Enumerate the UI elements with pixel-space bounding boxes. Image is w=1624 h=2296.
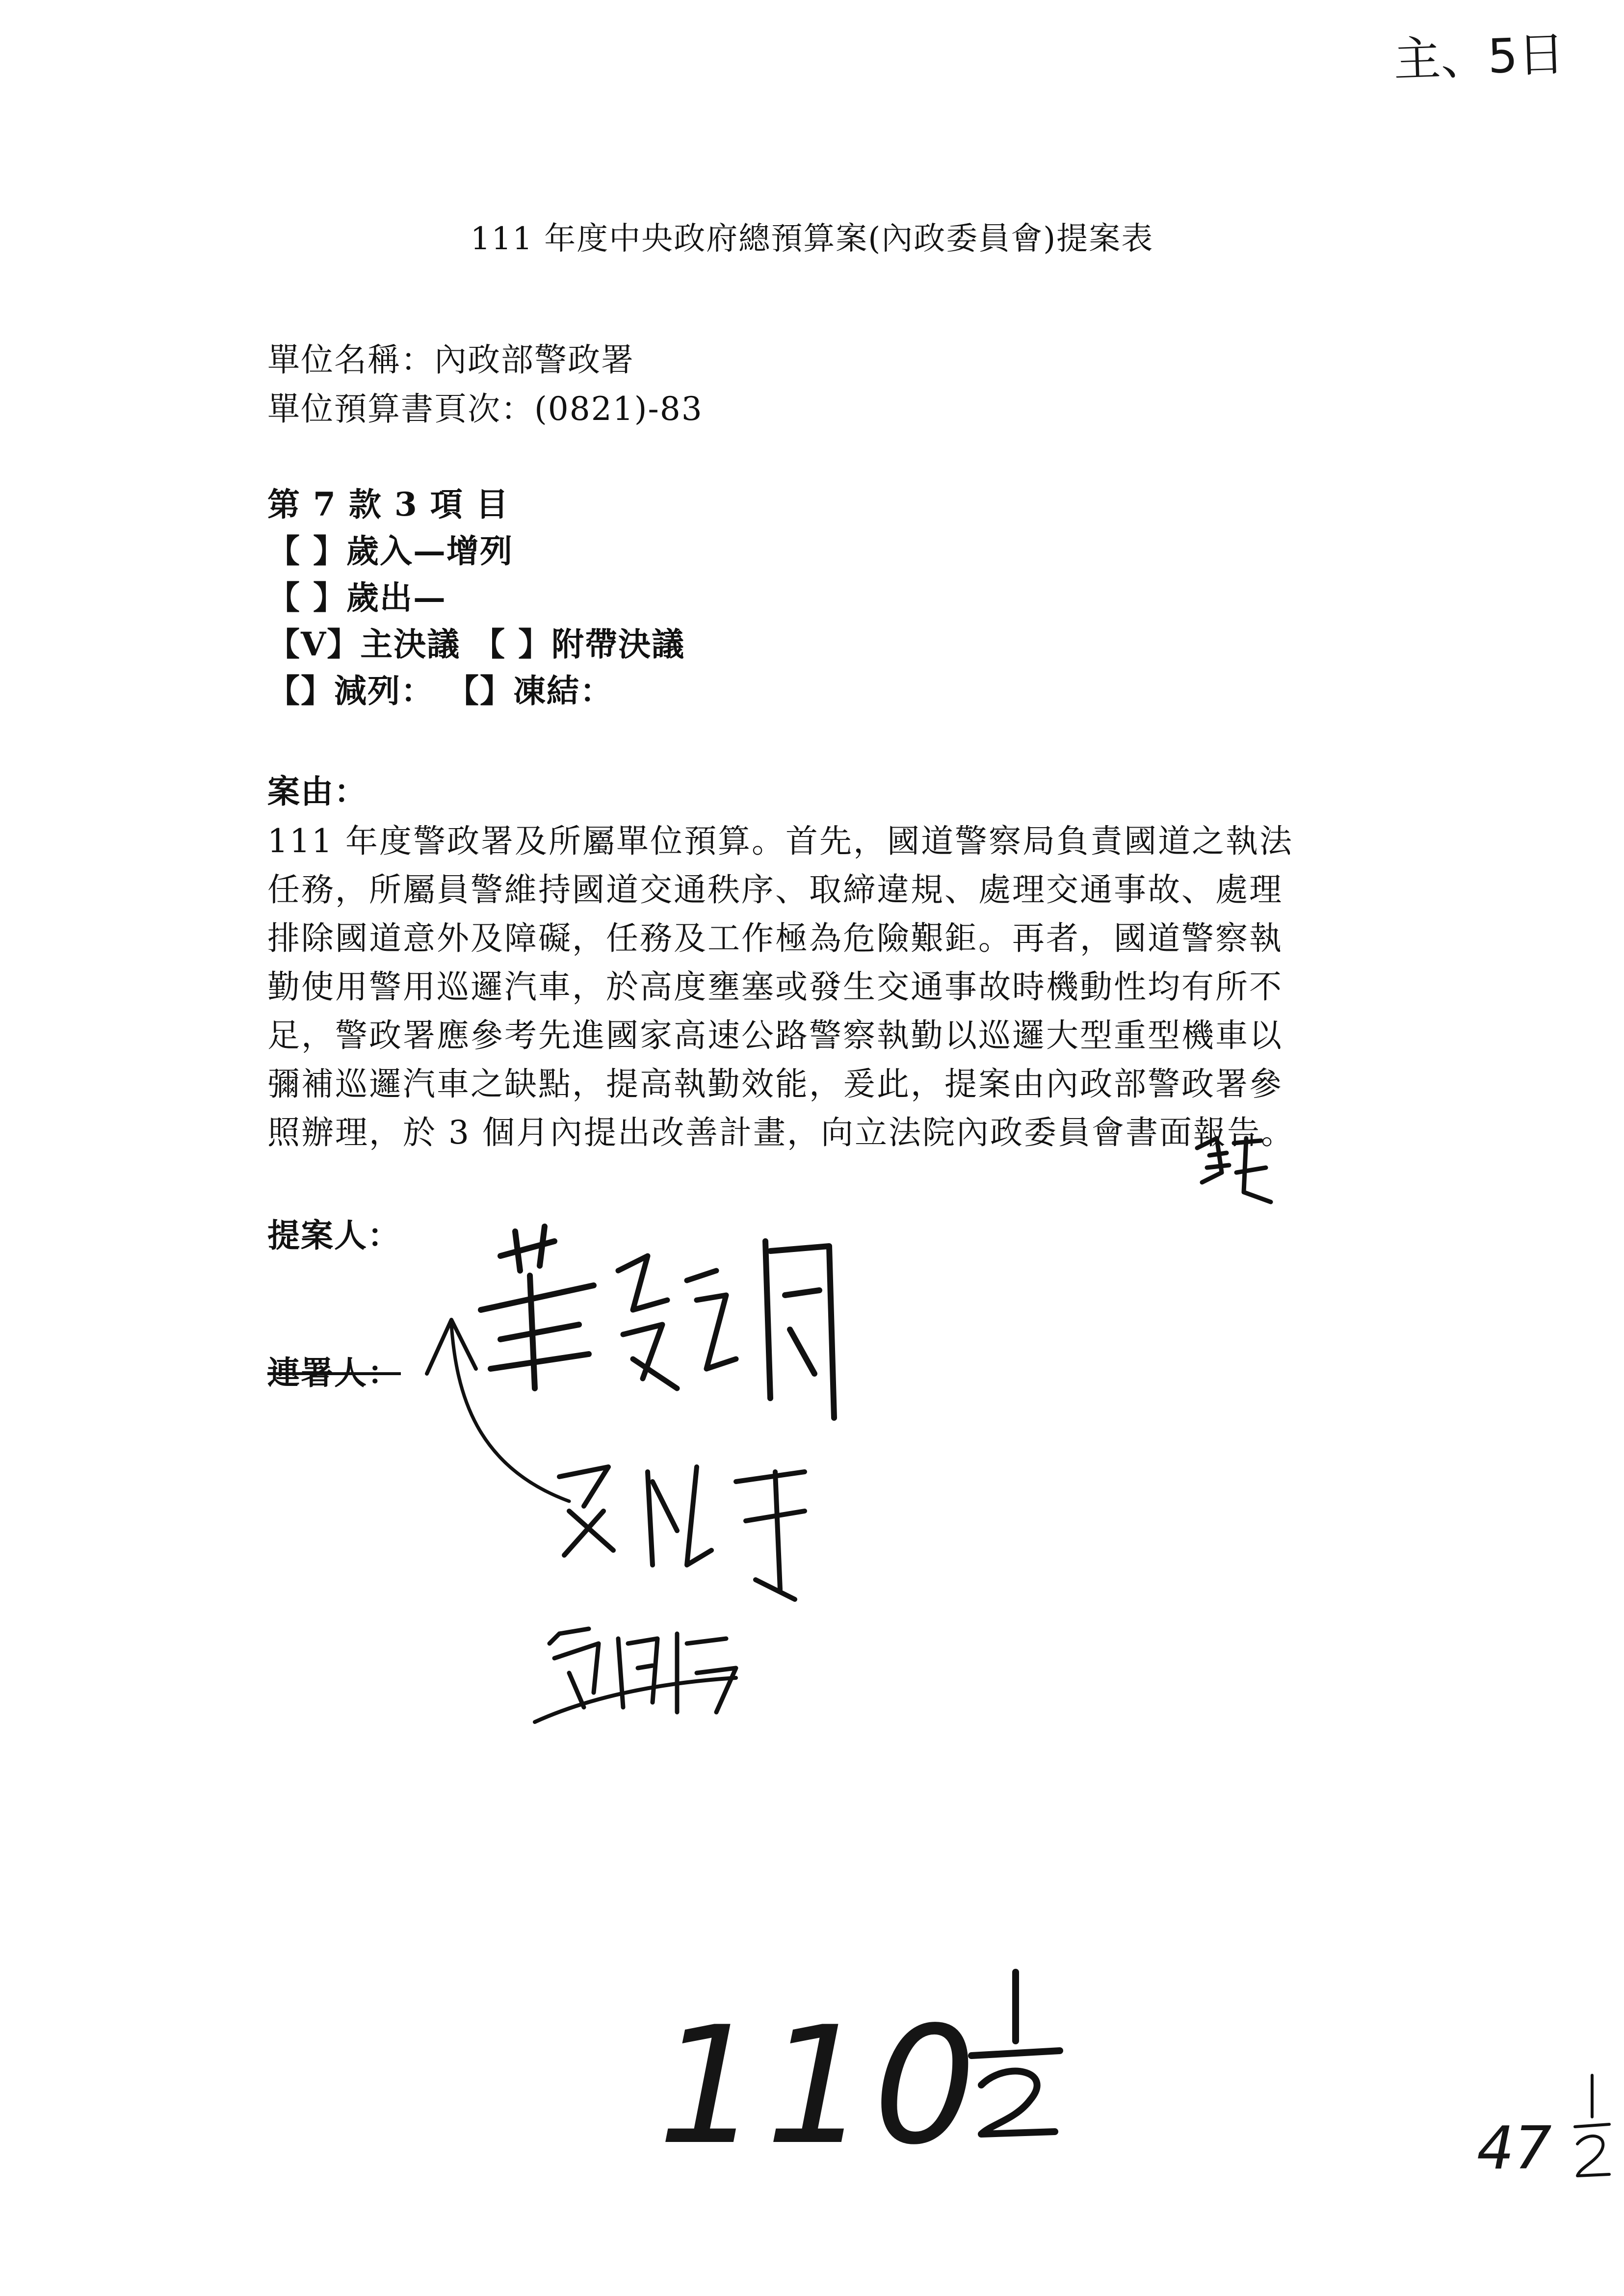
reason-label: 案由： [267,772,367,810]
document-title: 111 年度中央政府總預算案(內政委員會)提案表 [470,221,1154,257]
bottom-number-text: 110 [657,1992,981,2180]
reason-line: 111 年度警政署及所屬單位預算。首先，國道警察局負責國道之執法 [267,822,1293,860]
reason-line: 勤使用警用巡邏汽車，於高度壅塞或發生交通事故時機動性均有所不 [267,968,1283,1006]
handwritten-mark [1187,1128,1285,1217]
revenue-line: 【 】歲入—增列 [267,532,513,570]
signature-2 [550,1452,824,1609]
corner-fraction-mark [1570,2070,1614,2183]
reason-line: 排除國道意外及障礙，任務及工作極為危險艱鉅。再者，國道警察執 [267,919,1283,957]
header-handwritten-note: 主、5日 [1392,26,1566,88]
signature-3 [530,1614,785,1742]
reason-line: 足，警政署應參考先進國家高速公路警察執勤以巡邏大型重型機車以 [267,1017,1283,1054]
reason-line: 彌補巡邏汽車之缺點，提高執勤效能，爰此，提案由內政部警政署參 [267,1065,1283,1103]
reason-line: 照辦理，於 3 個月內提出改善計畫，向立法院內政委員會書面報告。 [267,1114,1295,1151]
proposer-label: 提案人： [267,1216,401,1254]
cosigner-label: 連署人： [267,1354,401,1392]
reduce-freeze-line: 【】減列： 【】凍結： [267,672,613,710]
unit-name: 單位名稱：內政部警政署 [267,341,634,379]
handwritten-bottom-number [657,1992,981,2180]
reason-body [267,817,1411,1157]
handwritten-fraction-mark [962,1962,1070,2149]
reason-line: 任務，所屬員警維持國道交通秩序、取締違規、處理交通事故、處理 [267,871,1283,909]
budget-item-line: 第 7 款 3 項 目 [267,485,509,523]
unit-budget-page: 單位預算書頁次：(0821)-83 [267,390,703,428]
resolution-line: 【V】主決議 【 】附帶決議 [267,625,685,663]
handwritten-corner-number [1477,2114,1552,2183]
corner-number-text: 47 [1477,2114,1552,2183]
expenditure-line: 【 】歲出— [267,578,446,617]
